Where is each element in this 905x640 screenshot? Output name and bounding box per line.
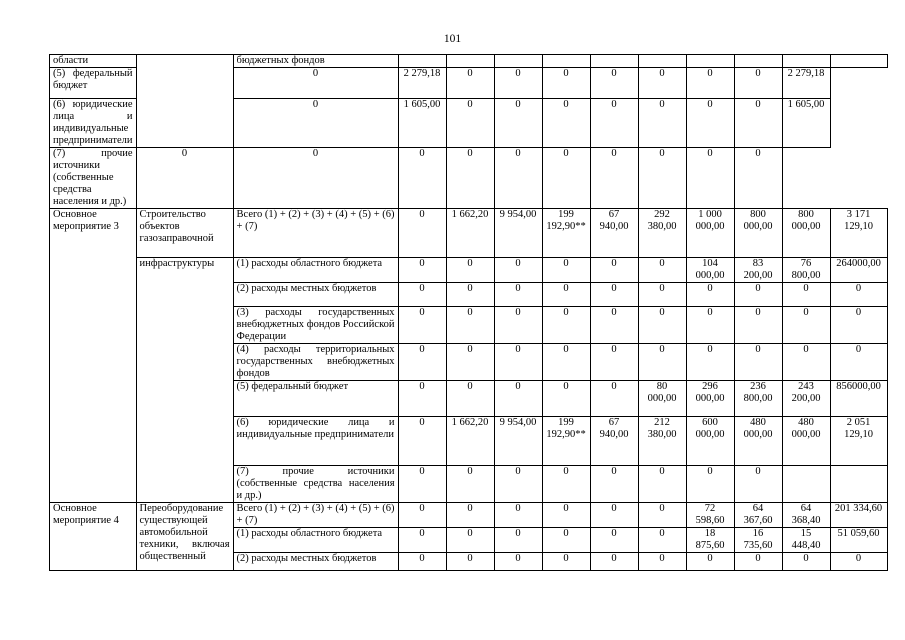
- amount-cell: 0: [638, 307, 686, 344]
- amount-cell: [686, 55, 734, 68]
- amount-cell: 600 000,00: [686, 417, 734, 466]
- table-row: [50, 148, 888, 209]
- amount-cell: 0: [446, 258, 494, 283]
- amount-cell: 15 448,40: [782, 528, 830, 553]
- amount-cell: 0: [398, 417, 446, 466]
- funding-source-cell: (3) расходы государственных внебюджетных фондов Российской Федерации: [233, 307, 398, 344]
- amount-cell: 0: [638, 553, 686, 571]
- funding-source-cell: (5) федеральный бюджет: [50, 68, 137, 99]
- amount-cell: 0: [446, 553, 494, 571]
- amount-cell: 0: [734, 283, 782, 307]
- amount-cell: 201 334,60: [830, 503, 887, 528]
- amount-cell: [542, 55, 590, 68]
- page-number: 101: [443, 33, 462, 45]
- table-row: [50, 209, 888, 258]
- funding-source-cell: (7) прочие источники (собственные средства населения и др.): [233, 466, 398, 503]
- amount-cell: 480 000,00: [734, 417, 782, 466]
- amount-cell: 0: [446, 148, 494, 209]
- amount-cell: [590, 55, 638, 68]
- table-row: [50, 503, 888, 528]
- amount-cell: 0: [398, 553, 446, 571]
- amount-cell: 0: [398, 148, 446, 209]
- amount-cell: 0: [734, 466, 782, 503]
- amount-cell: [638, 55, 686, 68]
- amount-cell: 0: [233, 99, 398, 148]
- amount-cell: 0: [734, 553, 782, 571]
- amount-cell: 0: [782, 344, 830, 381]
- amount-cell: 0: [494, 553, 542, 571]
- amount-cell: 480 000,00: [782, 417, 830, 466]
- amount-cell: 67 940,00: [590, 209, 638, 258]
- amount-cell: 0: [830, 553, 887, 571]
- amount-cell: 0: [686, 307, 734, 344]
- amount-cell: 0: [686, 553, 734, 571]
- amount-cell: 18 875,60: [686, 528, 734, 553]
- amount-cell: 0: [638, 258, 686, 283]
- amount-cell: 104 000,00: [686, 258, 734, 283]
- amount-cell: [830, 55, 887, 68]
- amount-cell: 0: [542, 283, 590, 307]
- funding-source-cell: Всего (1) + (2) + (3) + (4) + (5) + (6) + (7): [233, 209, 398, 258]
- amount-cell: 0: [638, 344, 686, 381]
- budget-table: [49, 54, 888, 571]
- amount-cell: 72 598,60: [686, 503, 734, 528]
- amount-cell: 0: [638, 283, 686, 307]
- amount-cell: 0: [590, 553, 638, 571]
- amount-cell: 0: [542, 466, 590, 503]
- amount-cell: 199 192,90**: [542, 417, 590, 466]
- amount-cell: 0: [446, 466, 494, 503]
- amount-cell: 0: [638, 528, 686, 553]
- amount-cell: 0: [446, 283, 494, 307]
- amount-cell: 0: [542, 344, 590, 381]
- amount-cell: 3 171 129,10: [830, 209, 887, 258]
- amount-cell: 236 800,00: [734, 381, 782, 417]
- amount-cell: 0: [446, 344, 494, 381]
- funding-source-cell: (2) расходы местных бюджетов: [233, 283, 398, 307]
- amount-cell: 0: [494, 258, 542, 283]
- amount-cell: 0: [686, 466, 734, 503]
- amount-cell: 9 954,00: [494, 417, 542, 466]
- amount-cell: 0: [734, 99, 782, 148]
- amount-cell: 800 000,00: [782, 209, 830, 258]
- funding-source-cell: (4) расходы территориальных государственных внебюджетных фондов: [233, 344, 398, 381]
- description-cell: инфраструктуры: [136, 258, 233, 503]
- amount-cell: 0: [590, 503, 638, 528]
- amount-cell: 0: [542, 258, 590, 283]
- amount-cell: 0: [590, 283, 638, 307]
- amount-cell: 0: [590, 68, 638, 99]
- amount-cell: 0: [446, 68, 494, 99]
- amount-cell: 856000,00: [830, 381, 887, 417]
- amount-cell: [494, 55, 542, 68]
- amount-cell: 0: [494, 528, 542, 553]
- funding-source-cell: (6) юридические лица и индивидуальные предприниматели: [50, 99, 137, 148]
- amount-cell: 0: [494, 381, 542, 417]
- amount-cell: 0: [136, 148, 233, 209]
- amount-cell: 0: [494, 68, 542, 99]
- amount-cell: 0: [542, 99, 590, 148]
- amount-cell: 0: [830, 344, 887, 381]
- amount-cell: 199 192,90**: [542, 209, 590, 258]
- amount-cell: 0: [398, 381, 446, 417]
- amount-cell: 0: [494, 148, 542, 209]
- amount-cell: 0: [494, 283, 542, 307]
- amount-cell: 0: [542, 553, 590, 571]
- funding-source-cell: Всего (1) + (2) + (3) + (4) + (5) + (6) + (7): [233, 503, 398, 528]
- amount-cell: 0: [638, 68, 686, 99]
- amount-cell: 64 367,60: [734, 503, 782, 528]
- amount-cell: 0: [590, 307, 638, 344]
- amount-cell: 0: [542, 503, 590, 528]
- amount-cell: 0: [446, 307, 494, 344]
- amount-cell: 0: [494, 344, 542, 381]
- amount-cell: 0: [398, 209, 446, 258]
- amount-cell: [782, 466, 830, 503]
- amount-cell: 0: [446, 99, 494, 148]
- amount-cell: 0: [398, 528, 446, 553]
- description-cell: [136, 55, 233, 148]
- amount-cell: 0: [590, 99, 638, 148]
- amount-cell: 0: [638, 466, 686, 503]
- amount-cell: 67 940,00: [590, 417, 638, 466]
- amount-cell: 0: [830, 307, 887, 344]
- amount-cell: 0: [542, 68, 590, 99]
- amount-cell: 0: [398, 258, 446, 283]
- amount-cell: 1 662,20: [446, 209, 494, 258]
- amount-cell: 0: [590, 381, 638, 417]
- amount-cell: 0: [782, 553, 830, 571]
- amount-cell: [830, 466, 887, 503]
- amount-cell: 0: [638, 99, 686, 148]
- activity-cell: области: [50, 55, 137, 68]
- funding-source-cell: (6) юридические лица и индивидуальные предприниматели: [233, 417, 398, 466]
- amount-cell: 0: [734, 344, 782, 381]
- amount-cell: 0: [590, 148, 638, 209]
- amount-cell: 9 954,00: [494, 209, 542, 258]
- amount-cell: 0: [446, 503, 494, 528]
- funding-source-cell: (1) расходы областного бюджета: [233, 258, 398, 283]
- amount-cell: 0: [686, 148, 734, 209]
- amount-cell: 0: [494, 466, 542, 503]
- funding-source-cell: бюджетных фондов: [233, 55, 398, 68]
- amount-cell: [446, 55, 494, 68]
- amount-cell: 0: [446, 381, 494, 417]
- amount-cell: 0: [233, 68, 398, 99]
- amount-cell: 1 605,00: [398, 99, 446, 148]
- amount-cell: 0: [398, 466, 446, 503]
- amount-cell: 0: [734, 148, 782, 209]
- funding-source-cell: (1) расходы областного бюджета: [233, 528, 398, 553]
- amount-cell: 0: [446, 528, 494, 553]
- description-cell: Строительство объектов газозаправочной: [136, 209, 233, 258]
- amount-cell: 0: [638, 148, 686, 209]
- amount-cell: 264000,00: [830, 258, 887, 283]
- amount-cell: 0: [686, 99, 734, 148]
- amount-cell: 0: [233, 148, 398, 209]
- funding-source-cell: (7) прочие источники (собственные средства населения и др.): [50, 148, 137, 209]
- amount-cell: 0: [686, 68, 734, 99]
- amount-cell: 0: [590, 466, 638, 503]
- amount-cell: 0: [398, 307, 446, 344]
- amount-cell: 0: [830, 283, 887, 307]
- amount-cell: 0: [734, 307, 782, 344]
- amount-cell: 1 605,00: [782, 99, 830, 148]
- amount-cell: 2 051 129,10: [830, 417, 887, 466]
- amount-cell: 0: [398, 283, 446, 307]
- amount-cell: 1 000 000,00: [686, 209, 734, 258]
- table-row: [50, 55, 888, 68]
- activity-cell: Основное мероприятие 4: [50, 503, 137, 571]
- amount-cell: 243 200,00: [782, 381, 830, 417]
- amount-cell: 296 000,00: [686, 381, 734, 417]
- amount-cell: 2 279,18: [398, 68, 446, 99]
- amount-cell: 0: [398, 503, 446, 528]
- amount-cell: 0: [494, 503, 542, 528]
- amount-cell: 0: [542, 381, 590, 417]
- amount-cell: 51 059,60: [830, 528, 887, 553]
- amount-cell: 0: [686, 344, 734, 381]
- amount-cell: 0: [542, 148, 590, 209]
- funding-source-cell: (2) расходы местных бюджетов: [233, 553, 398, 571]
- amount-cell: 0: [542, 307, 590, 344]
- amount-cell: 80 000,00: [638, 381, 686, 417]
- amount-cell: 76 800,00: [782, 258, 830, 283]
- amount-cell: 2 279,18: [782, 68, 830, 99]
- amount-cell: 0: [494, 99, 542, 148]
- amount-cell: 0: [590, 528, 638, 553]
- amount-cell: 212 380,00: [638, 417, 686, 466]
- amount-cell: 16 735,60: [734, 528, 782, 553]
- table-row: [50, 258, 888, 283]
- amount-cell: 0: [782, 307, 830, 344]
- amount-cell: 83 200,00: [734, 258, 782, 283]
- activity-cell: Основное мероприятие 3: [50, 209, 137, 503]
- amount-cell: 0: [686, 283, 734, 307]
- amount-cell: 0: [590, 344, 638, 381]
- amount-cell: 0: [398, 344, 446, 381]
- amount-cell: 1 662,20: [446, 417, 494, 466]
- amount-cell: [398, 55, 446, 68]
- amount-cell: 0: [782, 283, 830, 307]
- amount-cell: 0: [734, 68, 782, 99]
- amount-cell: 292 380,00: [638, 209, 686, 258]
- amount-cell: 0: [494, 307, 542, 344]
- funding-source-cell: (5) федеральный бюджет: [233, 381, 398, 417]
- amount-cell: 800 000,00: [734, 209, 782, 258]
- amount-cell: 64 368,40: [782, 503, 830, 528]
- amount-cell: [782, 55, 830, 68]
- amount-cell: 0: [542, 528, 590, 553]
- amount-cell: [734, 55, 782, 68]
- amount-cell: 0: [638, 503, 686, 528]
- amount-cell: 0: [590, 258, 638, 283]
- description-cell: Переоборудование существующей автомобильной техники, включая общественный: [136, 503, 233, 571]
